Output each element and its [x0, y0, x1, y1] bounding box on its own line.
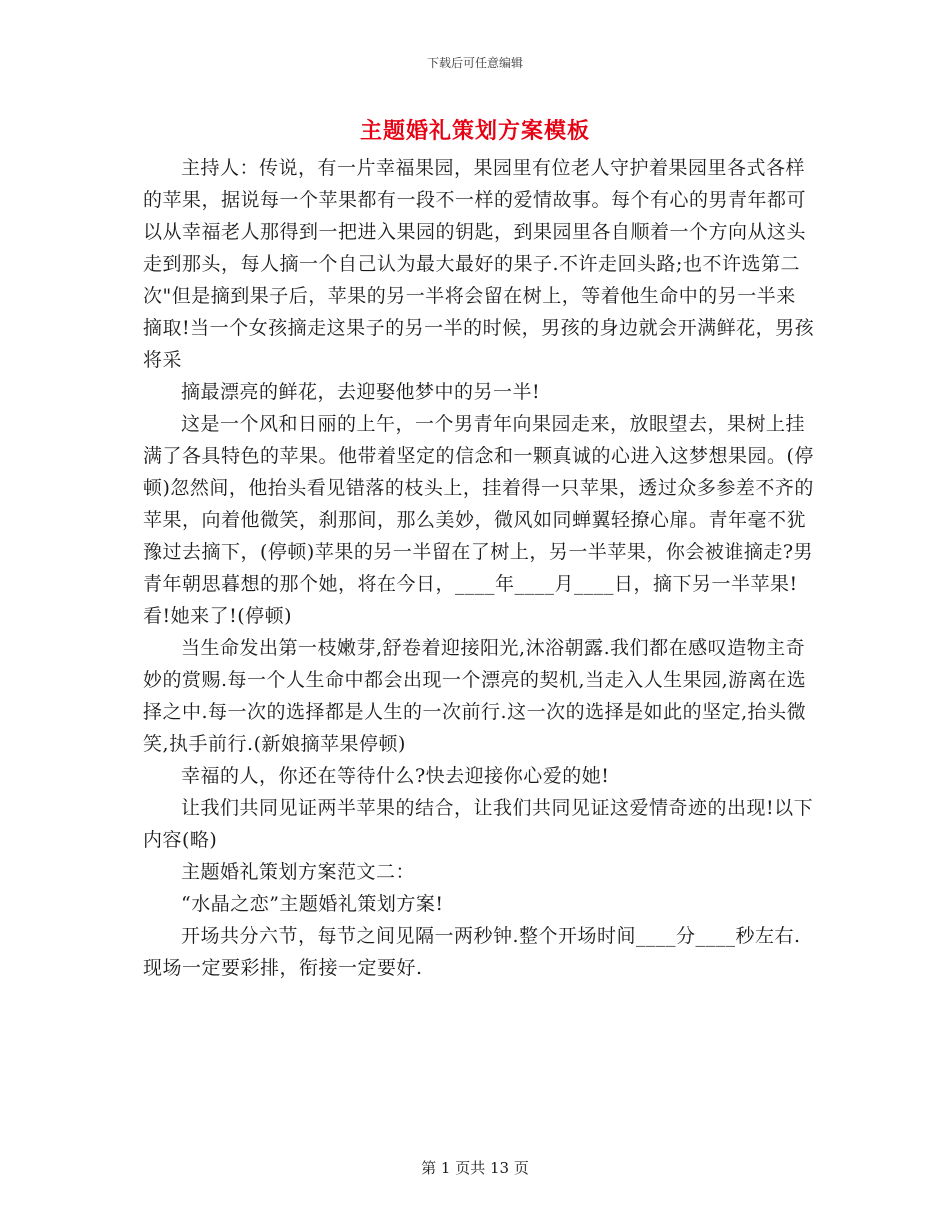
paragraph-9: 开场共分六节，每节之间见隔一两秒钟.整个开场时间____分____秒左右.现场一定要彩排，衔接一定要好. [143, 925, 801, 979]
paragraph-7: 主题婚礼策划方案范文二： [181, 861, 416, 883]
paragraph-5: 幸福的人，你还在等待什么?快去迎接你心爱的她! [181, 765, 610, 787]
paragraph-8: “水晶之恋”主题婚礼策划方案! [181, 893, 444, 915]
document-title: 主题婚礼策划方案模板 [359, 118, 590, 144]
paragraph-2: 摘最漂亮的鲜花，去迎娶他梦中的另一半! [181, 381, 541, 403]
page-number: 第 1 页共 13 页 [421, 1159, 529, 1177]
paragraph-3: 这是一个风和日丽的上午，一个男青年向果园走来，放眼望去，果树上挂满了各具特色的苹果。他带着坚定的信念和一颗真诚的心进入这梦想果园。(停顿)忽然间，他抬头看见错落的枝头上，挂着得一只苹果，透过众多参差不齐的苹果，向着他微笑，刹那间，那么美妙，微风如同蝉翼轻撩心扉。青年毫不犹豫过去摘下，(停顿)苹果的另一半留在了树上，另一半苹果，你会被谁摘走?男青年朝思暮想的那个她，将在今日，____年____月____日，摘下另一半苹果!看!她来了!(停顿) [143, 413, 814, 627]
paragraph-4: 当生命发出第一枝嫩芽,舒卷着迎接阳光,沐浴朝露.我们都在感叹造物主奇妙的赏赐.每一个人生命中都会出现一个漂亮的契机,当走入人生果园,游离在选择之中.每一次的选择都是人生的一次前行.这一次的选择是如此的坚定,抬头微笑,执手前行.(新娘摘苹果停顿) [143, 637, 807, 755]
paragraph-1: 主持人：传说，有一片幸福果园，果园里有位老人守护着果园里各式各样的苹果，据说每一个苹果都有一段不一样的爱情故事。每个有心的男青年都可以从幸福老人那得到一把进入果园的钥匙，到果园里各自顺着一个方向从这头走到那头，每人摘一个自己认为最大最好的果子.不许走回头路;也不许选第二次"但是摘到果子后，苹果的另一半将会留在树上，等着他生命中的另一半来摘取!当一个女孩摘走这果子的另一半的时候，男孩的身边就会开满鲜花，男孩将采 [143, 157, 815, 371]
paragraph-6: 让我们共同见证两半苹果的结合，让我们共同见证这爱情奇迹的出现!以下内容(略) [143, 797, 814, 851]
document-body [143, 152, 815, 984]
page-header-note: 下载后可任意编辑 [426, 56, 523, 70]
